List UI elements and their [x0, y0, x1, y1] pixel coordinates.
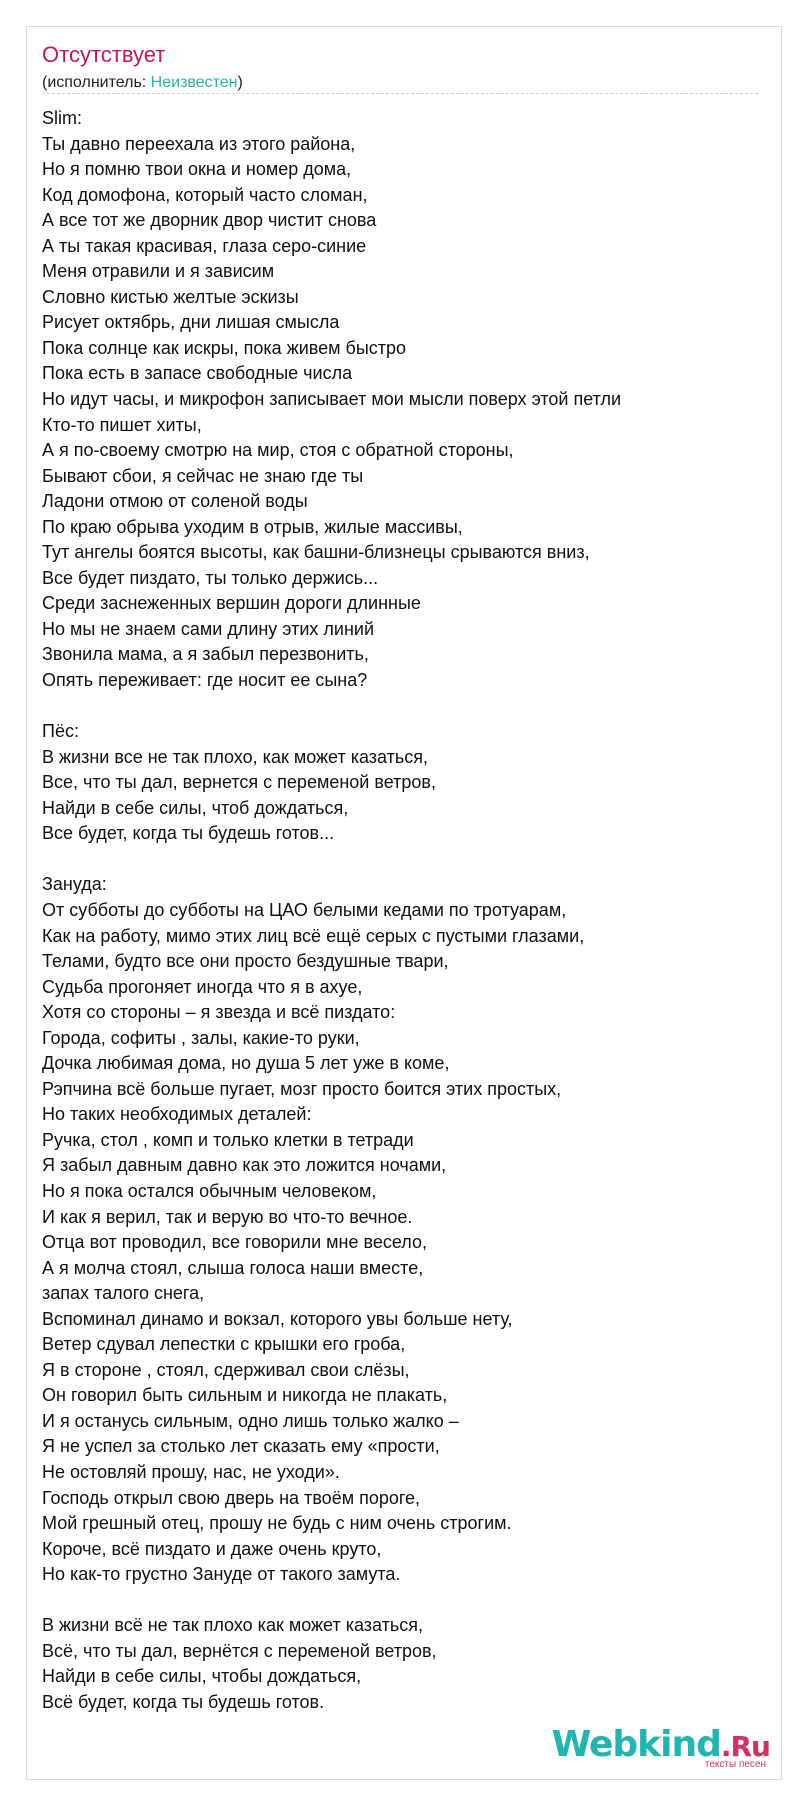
lyric-line: Отца вот проводил, все говорили мне весело,	[42, 1232, 427, 1253]
lyric-line: По краю обрыва уходим в отрыв, жилые массивы,	[42, 516, 463, 537]
lyric-line: запах талого снега,	[42, 1283, 205, 1304]
lyric-line: Я не успел за столько лет сказать ему «прости,	[42, 1436, 440, 1457]
lyric-line: А ты такая красивая, глаза серо-синие	[42, 235, 367, 256]
header-separator	[42, 93, 758, 94]
lyric-line: Но я помню твои окна и номер дома,	[42, 159, 352, 180]
lyric-line: Опять переживает: где носит ее сына?	[42, 670, 368, 691]
lyric-line	[42, 694, 762, 720]
lyric-line: Он говорил быть сильным и никогда не плакать,	[42, 1385, 448, 1406]
lyric-line: Города, софиты , залы, какие-то руки,	[42, 1027, 360, 1048]
lyric-line: Пока есть в запасе свободные числа	[42, 363, 353, 384]
lyric-line: Короче, всё пиздато и даже очень круто,	[42, 1538, 382, 1559]
lyric-line: Как на работу, мимо этих лиц всё ещё серых с пустыми глазами,	[42, 925, 585, 946]
lyric-line: Кто-то пишет хиты,	[42, 414, 202, 435]
lyric-line: Звонила мама, а я забыл перезвонить,	[42, 644, 369, 665]
lyric-line: В жизни всё не так плохо как может казаться,	[42, 1615, 424, 1636]
lyric-line: Бывают сбои, я сейчас не знаю где ты	[42, 465, 364, 486]
lyric-line: Зануда:	[42, 874, 107, 895]
lyric-line: Вспоминал динамо и вокзал, которого увы больше нету,	[42, 1308, 513, 1329]
lyric-line	[42, 1588, 762, 1614]
performer-line	[42, 74, 243, 92]
lyric-line: И как я верил, так и верую во что-то вечное.	[42, 1206, 413, 1227]
lyric-line: Код домофона, который часто сломан,	[42, 184, 368, 205]
lyric-line: Но идут часы, и микрофон записывает мои мысли поверх этой петли	[42, 389, 622, 410]
lyric-line: Мой грешный отец, прошу не будь с ним очень строгим.	[42, 1513, 512, 1534]
lyric-line: Хотя со стороны – я звезда и всё пиздато:	[42, 1002, 396, 1023]
lyric-line: Slim:	[42, 108, 82, 128]
lyric-line	[42, 847, 762, 873]
lyric-line: Пёс:	[42, 721, 79, 742]
lyric-line: В жизни все не так плохо, как может казаться,	[42, 746, 429, 767]
watermark-subtitle: тексты песен	[704, 1759, 766, 1770]
performer-prefix: (исполнитель:	[42, 74, 151, 91]
artist-link[interactable]: Неизвестен	[150, 74, 238, 91]
lyric-line: Всё, что ты дал, вернётся с переменой ветров,	[42, 1640, 437, 1661]
site-watermark	[552, 1724, 770, 1770]
lyric-line: Меня отравили и я зависим	[42, 261, 275, 282]
lyric-line: Словно кистью желтые эскизы	[42, 286, 299, 307]
song-title: Отсутствует	[42, 42, 166, 67]
lyric-line: Все, что ты дал, вернется с переменой ветров,	[42, 772, 436, 793]
lyric-line: Ты давно переехала из этого района,	[42, 133, 356, 154]
lyric-line: Все будет, когда ты будешь готов...	[42, 823, 335, 844]
lyric-line: Тут ангелы боятся высоты, как башни-близнецы срываются вниз,	[42, 542, 590, 563]
lyric-line: Найди в себе силы, чтоб дождаться,	[42, 797, 349, 818]
lyric-line: Я в стороне , стоял, сдерживал свои слёзы,	[42, 1359, 410, 1380]
lyric-line: Ручка, стол , комп и только клетки в тетради	[42, 1129, 414, 1150]
lyric-line: Господь открыл свою дверь на твоём пороге,	[42, 1487, 421, 1508]
watermark-brand: Webkind	[551, 1724, 721, 1765]
lyric-line: Но мы не знаем сами длину этих линий	[42, 618, 375, 639]
lyric-line: Не остовляй прошу, нас, не уходи».	[42, 1461, 340, 1482]
lyric-line: Рисует октябрь, дни лишая смысла	[42, 312, 340, 333]
lyric-line: А я по-своему смотрю на мир, стоя с обратной стороны,	[42, 440, 514, 461]
watermark-tld: .Ru	[720, 1730, 770, 1763]
lyric-line: Но таких необходимых деталей:	[42, 1104, 312, 1125]
lyric-line: От субботы до субботы на ЦАО белыми кедами по тротуарам,	[42, 899, 567, 920]
lyric-line: Но как-то грустно Зануде от такого замута.	[42, 1564, 401, 1585]
lyric-line: Ладони отмою от соленой воды	[42, 491, 308, 512]
lyric-line: Ветер сдувал лепестки с крышки его гроба,	[42, 1334, 406, 1355]
lyric-line: И я останусь сильным, одно лишь только жалко –	[42, 1410, 459, 1431]
lyric-line: Я забыл давным давно как это ложится ночами,	[42, 1155, 447, 1176]
lyric-line: Но я пока остался обычным человеком,	[42, 1180, 377, 1201]
performer-suffix: )	[237, 74, 243, 91]
lyric-line: А я молча стоял, слыша голоса наши вместе,	[42, 1257, 424, 1278]
lyric-line: Все будет пиздато, ты только держись...	[42, 567, 379, 588]
lyric-line: Среди заснеженных вершин дороги длинные	[42, 593, 421, 614]
lyric-line: Рэпчина всё больше пугает, мозг просто боится этих простых,	[42, 1078, 562, 1099]
lyric-line: Телами, будто все они просто бездушные твари,	[42, 951, 449, 972]
lyric-line: Судьба прогоняет иногда что я в ахуе,	[42, 976, 363, 997]
lyric-line: Всё будет, когда ты будешь готов.	[42, 1691, 325, 1712]
lyric-line: Найди в себе силы, чтобы дождаться,	[42, 1666, 362, 1687]
lyric-line: Дочка любимая дома, но душа 5 лет уже в коме,	[42, 1053, 450, 1074]
lyrics-body	[42, 106, 762, 1715]
lyric-line: Пока солнце как искры, пока живем быстро	[42, 337, 407, 358]
lyric-line: А все тот же дворник двор чистит снова	[42, 210, 377, 231]
